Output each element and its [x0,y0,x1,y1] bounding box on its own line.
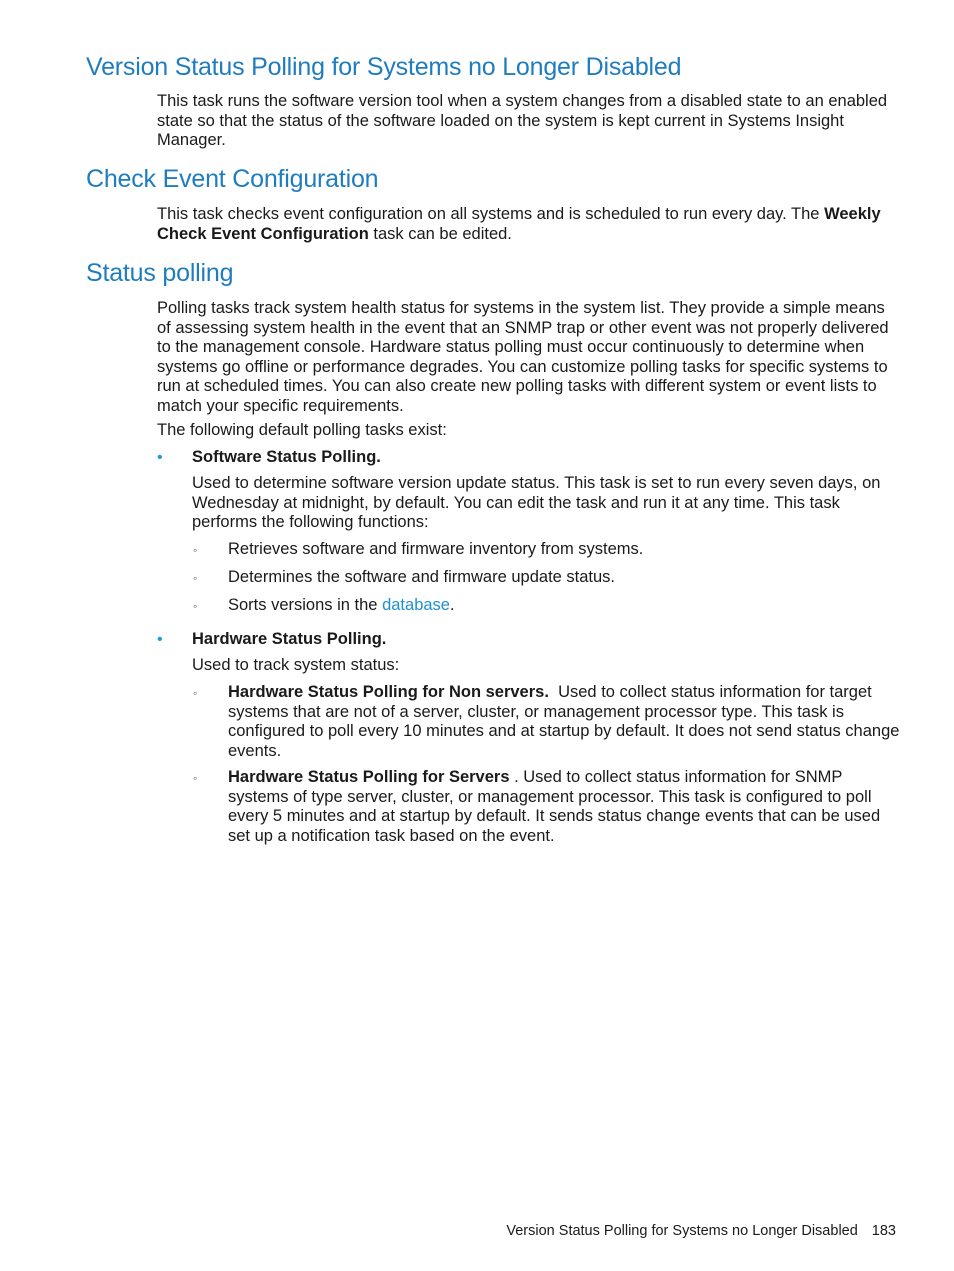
hardware-status-polling-body: Used to track system status: [192,656,400,674]
servers-task-name: Hardware Status Polling for Servers [228,768,510,786]
body-text: . [449,596,455,614]
hardware-servers-item [228,768,902,846]
database-link[interactable]: database [382,596,450,614]
software-heading-text: Software Status Polling. [192,448,381,466]
body-text: task can be edited. [368,224,512,243]
nonservers-task-name: Hardware Status Polling for Non servers. [228,683,549,701]
hardware-status-polling-heading [192,630,902,650]
hollow-circle-icon: ◦ [193,686,198,700]
filled-dot-icon: • [157,449,163,466]
software-status-polling-heading [192,448,902,468]
section-body-check-event-configuration [157,205,902,244]
hollow-circle-icon: ◦ [193,599,198,613]
body-text: . Used to collect status information for SNMP systems of type server, cluster, or management processor. This task is configured to poll every 5 minutes and at startup by default. It sends status change events that can be used set up a notification task based on the event. [228,768,881,845]
page-number: 183 [871,1223,896,1239]
section-title-check-event-configuration: Check Event Configuration [86,165,379,193]
hardware-nonservers-item [228,683,905,761]
page-footer [506,1223,896,1239]
filled-dot-icon: • [157,631,163,648]
section-title-version-status-polling: Version Status Polling for Systems no Longer Disabled [86,53,682,81]
software-status-polling-body: Used to determine software version update status. This task is set to run every seven days, on Wednesday at midnight, by default. You can edit the task and run it at any time. This task performs the following functions: [192,474,881,531]
status-polling-intro: Polling tasks track system health status for systems in the system list. They provide a simple means of assessing system health in the event that an SNMP trap or other event was not properly delivered to the management console. Hardware status polling must occur continuously to determine when systems go offline or performance degrades. You can customize polling tasks for specific systems to run at scheduled times. You can also create new polling tasks with different system or event lists to match your specific requirements. [157,299,889,415]
body-text: Sorts versions in the [228,596,383,614]
default-tasks-lead: The following default polling tasks exist: [157,421,447,439]
software-function-item: Determines the software and firmware update status. [228,568,616,586]
hardware-heading-text: Hardware Status Polling. [192,630,387,648]
section-title-status-polling: Status polling [86,259,234,287]
software-function-item [228,596,902,616]
task-name: Weekly Check Event Configuration [157,205,881,243]
software-function-item: Retrieves software and firmware inventory from systems. [228,540,644,558]
hollow-circle-icon: ◦ [193,571,198,585]
running-title: Version Status Polling for Systems no Longer Disabled [506,1223,858,1239]
section-body-version-status-polling: This task runs the software version tool when a system changes from a disabled state to an enabled state so that the status of the software loaded on the system is kept current in Systems Insight Manager. [157,92,888,149]
body-text: This task checks event configuration on all systems and is scheduled to run every day. The [157,205,825,223]
hollow-circle-icon: ◦ [193,543,198,557]
hollow-circle-icon: ◦ [193,771,198,785]
body-text: Used to collect status information for target systems that are not of a server, cluster, or management processor type. This task is configured to poll every 10 minutes and at startup by default. It does not send status change events. [228,683,905,760]
